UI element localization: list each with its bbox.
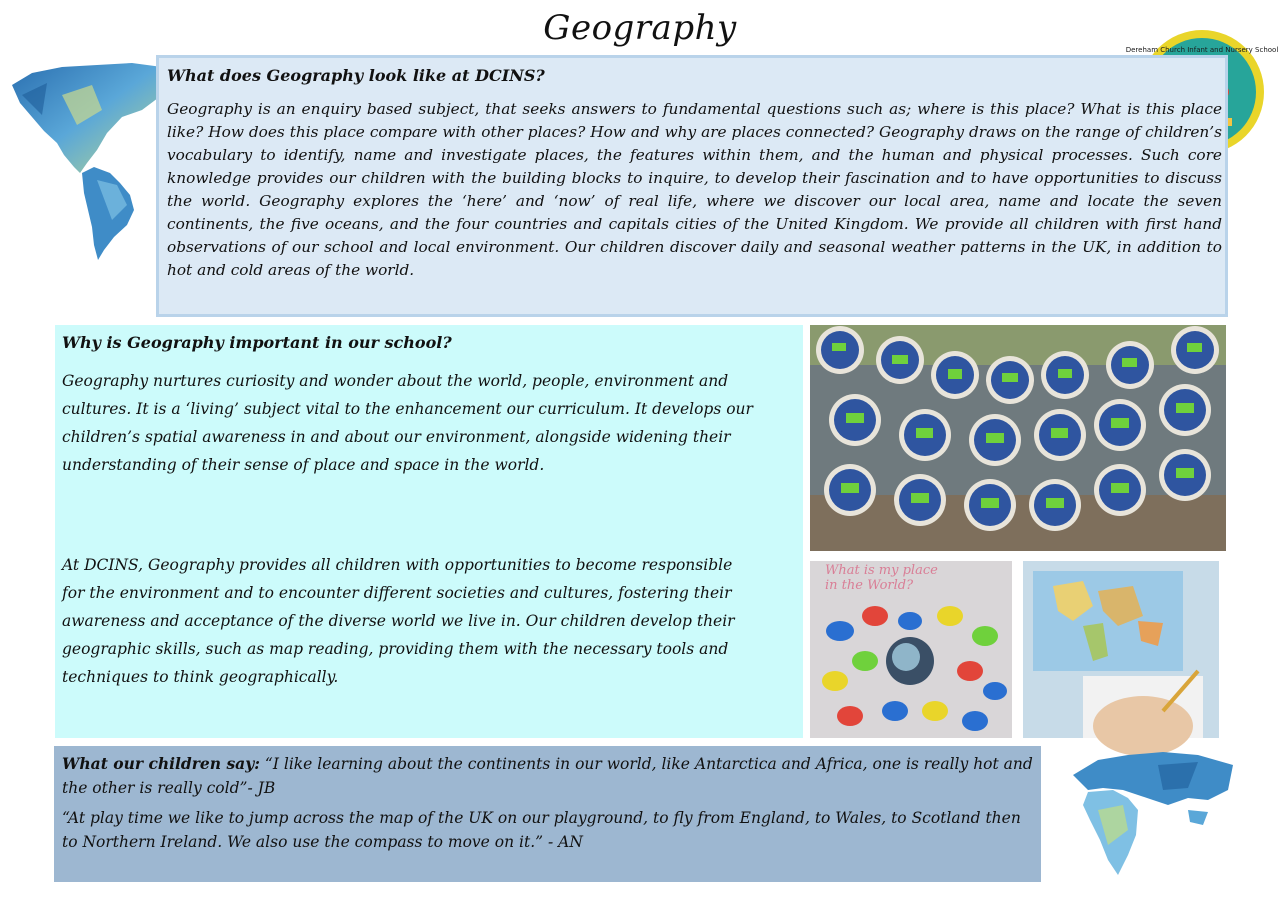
logo-text: Dereham Church Infant and Nursery School <box>1125 46 1279 54</box>
quote-1-author: - JB <box>247 779 276 797</box>
handprints-photo <box>810 561 1012 738</box>
quote-1-text: “I like learning about the continents in our world, like Antarctica and Africa, one is really hot and the other is really cold” <box>62 755 1033 797</box>
map-activity-photo <box>1023 561 1219 738</box>
eurasia-africa-map-image <box>1068 750 1240 880</box>
children-quote-1 <box>62 752 1037 800</box>
americas-map-image <box>2 55 167 260</box>
handprints-caption: What is my place in the World? <box>825 563 938 593</box>
important-heading: Why is Geography important in our school? <box>62 333 452 352</box>
important-paragraph-2: At DCINS, Geography provides all children with opportunities to become responsible for the environment and to encounter different societies and cultures, fostering their awareness and acceptance of the diverse world we live in. Our children develop their geographic skills, such as map reading, providing them with the necessary tools and techniques to think geographically. <box>62 556 735 686</box>
children-say-section <box>54 746 1041 882</box>
paper-plate-globes-photo <box>810 325 1226 551</box>
important-paragraph-1: Geography nurtures curiosity and wonder about the world, people, environment and cultures. It is a ‘living’ subject vital to the enhancement our curriculum. It develops our children’s spatial awareness in and about our environment, alongside widening their understanding of their sense of place and space in the world. <box>62 372 753 474</box>
quote-2-text: “At play time we like to jump across the map of the UK on our playground, to fly from England, to Wales, to Scotland then to Northern Ireland. We also use the compass to move on it.” <box>62 809 1021 851</box>
important-section <box>55 325 803 738</box>
children-quote-2 <box>62 806 1037 854</box>
page-title: Geography <box>543 8 737 48</box>
quote-2-author: - AN <box>543 833 583 851</box>
children-say-label: What our children say: <box>62 754 260 773</box>
handprints-art <box>810 561 1012 738</box>
look-like-section <box>156 55 1228 317</box>
look-like-body: Geography is an enquiry based subject, that seeks answers to fundamental questions such as; where is this place? What is this place like? How does this place compare with other places? How and why are places connected? Geography draws on the range of children’s vocabulary to identify, name and investigate places, the features within them, and the human and physical processes. Such core knowledge provides our children with the building blocks to inquire, to develop their fascination and to have opportunities to discuss the world. Geography explores the ‘here’ and ‘now’ of real life, where we discover our local area, name and locate the seven continents, the five oceans, and the four countries and capitals cities of the United Kingdom. We provide all children with first hand observations of our school and local environment. Our children discover daily and seasonal weather patterns in the UK, in addition to hot and cold areas of the world. <box>167 100 1222 279</box>
look-like-heading: What does Geography look like at DCINS? <box>167 66 545 85</box>
